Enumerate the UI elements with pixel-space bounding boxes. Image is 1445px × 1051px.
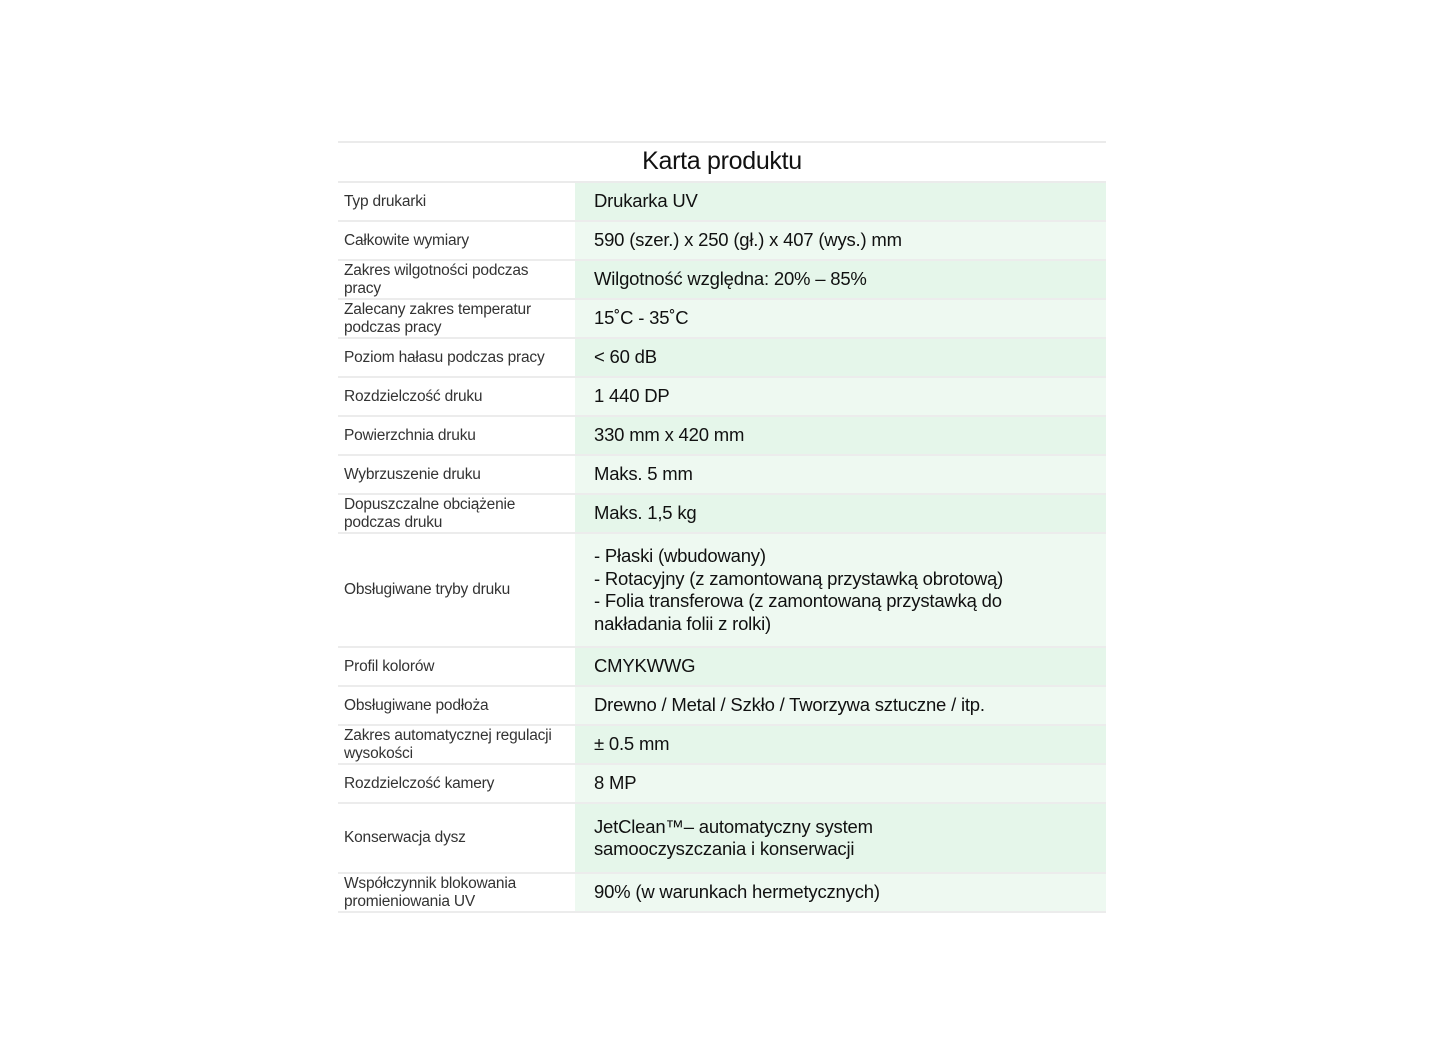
spec-row — [338, 300, 1106, 339]
spec-label: Współczynnik blokowania promieniowania UV — [338, 874, 575, 911]
spec-label: Poziom hałasu podczas pracy — [338, 339, 575, 376]
spec-value: CMYKWWG — [575, 648, 1106, 685]
spec-row — [338, 648, 1106, 687]
spec-label: Wybrzuszenie druku — [338, 456, 575, 493]
spec-row — [338, 378, 1106, 417]
spec-row — [338, 456, 1106, 495]
spec-label: Profil kolorów — [338, 648, 575, 685]
spec-label: Zakres wilgotności podczas pracy — [338, 261, 575, 298]
spec-value: Maks. 1,5 kg — [575, 495, 1106, 532]
spec-label: Typ drukarki — [338, 183, 575, 220]
spec-value: Drewno / Metal / Szkło / Tworzywa sztuczne / itp. — [575, 687, 1106, 724]
spec-value: Maks. 5 mm — [575, 456, 1106, 493]
spec-label: Zakres automatycznej regulacji wysokości — [338, 726, 575, 763]
spec-label: Dopuszczalne obciążenie podczas druku — [338, 495, 575, 532]
spec-value: < 60 dB — [575, 339, 1106, 376]
spec-value: 1 440 DP — [575, 378, 1106, 415]
product-spec-table — [338, 141, 1106, 913]
spec-rows — [338, 183, 1106, 913]
spec-value: 90% (w warunkach hermetycznych) — [575, 874, 1106, 911]
spec-value: 330 mm x 420 mm — [575, 417, 1106, 454]
spec-value: JetClean™– automatyczny system samooczyszczania i konserwacji — [575, 804, 1106, 872]
spec-row — [338, 804, 1106, 874]
spec-label: Rozdzielczość druku — [338, 378, 575, 415]
spec-label: Obsługiwane tryby druku — [338, 534, 575, 646]
spec-value: 590 (szer.) x 250 (gł.) x 407 (wys.) mm — [575, 222, 1106, 259]
table-title: Karta produktu — [338, 141, 1106, 183]
spec-label: Konserwacja dysz — [338, 804, 575, 872]
spec-value: ± 0.5 mm — [575, 726, 1106, 763]
spec-row — [338, 261, 1106, 300]
spec-row — [338, 726, 1106, 765]
spec-value: - Płaski (wbudowany) - Rotacyjny (z zamontowaną przystawką obrotową) - Folia transferowa (z zamontowaną przystawką do nakładania folii z rolki) — [575, 534, 1106, 646]
spec-label: Rozdzielczość kamery — [338, 765, 575, 802]
spec-row — [338, 183, 1106, 222]
spec-row — [338, 495, 1106, 534]
spec-row — [338, 339, 1106, 378]
spec-row — [338, 222, 1106, 261]
spec-row — [338, 417, 1106, 456]
spec-label: Obsługiwane podłoża — [338, 687, 575, 724]
spec-label: Powierzchnia druku — [338, 417, 575, 454]
spec-value: 15˚C - 35˚C — [575, 300, 1106, 337]
spec-value: Drukarka UV — [575, 183, 1106, 220]
spec-row — [338, 534, 1106, 648]
spec-row — [338, 874, 1106, 913]
spec-row — [338, 765, 1106, 804]
spec-label: Całkowite wymiary — [338, 222, 575, 259]
spec-row — [338, 687, 1106, 726]
spec-label: Zalecany zakres temperatur podczas pracy — [338, 300, 575, 337]
spec-value: 8 MP — [575, 765, 1106, 802]
spec-value: Wilgotność względna: 20% – 85% — [575, 261, 1106, 298]
